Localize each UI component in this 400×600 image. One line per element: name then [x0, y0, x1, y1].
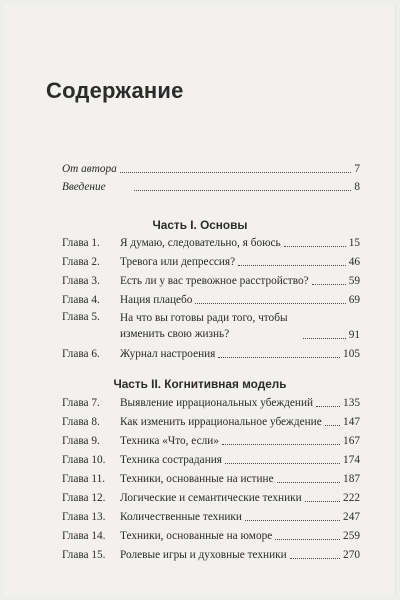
chapter-title: Есть ли у вас тревожное расстройство? — [120, 275, 309, 287]
dot-leader — [120, 172, 352, 173]
chapter-title: Журнал настроения — [120, 348, 216, 360]
chapter-page: 174 — [343, 454, 360, 466]
toc-entry-introduction — [62, 180, 360, 194]
chapter-number: Глава 11. — [62, 473, 106, 485]
toc-chapter — [62, 434, 360, 448]
chapter-page: 105 — [343, 348, 360, 360]
toc-entry-label: Введение — [62, 181, 106, 193]
chapter-number: Глава 10. — [62, 454, 106, 466]
chapter-number: Глава 15. — [62, 549, 106, 561]
toc-chapter — [62, 255, 360, 269]
dot-leader — [290, 558, 340, 559]
toc-chapter — [62, 274, 360, 288]
dot-leader — [195, 303, 345, 304]
chapter-number: Глава 4. — [62, 294, 100, 306]
dot-leader — [225, 463, 340, 464]
chapter-number: Глава 13. — [62, 511, 106, 523]
toc-entry-from-author — [62, 162, 360, 176]
chapter-title: Выявление иррациональных убеждений — [120, 397, 314, 409]
toc-entry-label: От автора — [62, 163, 117, 175]
chapter-number: Глава 9. — [62, 435, 100, 447]
chapter-page: 91 — [348, 329, 360, 341]
dot-leader — [305, 501, 340, 502]
toc-chapter — [62, 415, 360, 429]
toc-chapter — [62, 453, 360, 467]
chapter-page: 247 — [343, 511, 360, 523]
chapter-title: Как изменить иррациональное убеждение — [120, 416, 322, 428]
chapter-title: Я думаю, следовательно, я боюсь — [120, 237, 281, 249]
chapter-page: 147 — [343, 416, 360, 428]
chapter-page: 135 — [343, 397, 360, 409]
chapter-number: Глава 14. — [62, 530, 106, 542]
toc-chapter — [62, 491, 360, 505]
chapter-number: Глава 6. — [62, 348, 100, 360]
dot-leader — [218, 357, 340, 358]
chapter-title: Логические и семантические техники — [120, 492, 302, 504]
dot-leader — [312, 284, 346, 285]
chapter-number: Глава 8. — [62, 416, 100, 428]
page-title: Содержание — [46, 78, 184, 103]
chapter-number: Глава 5. — [62, 311, 100, 323]
chapter-number: Глава 3. — [62, 275, 100, 287]
toc-entry-page: 7 — [354, 163, 360, 175]
dot-leader — [284, 246, 346, 247]
chapter-page: 15 — [348, 237, 360, 249]
dot-leader — [316, 406, 340, 407]
chapter-title: Количественные техники — [120, 511, 242, 523]
dot-leader — [245, 520, 340, 521]
chapter-title: Тревога или депрессия? — [120, 256, 236, 268]
chapter-title: Техники, основанные на истине — [120, 473, 274, 485]
dot-leader — [134, 190, 352, 191]
chapter-title: Техника сострадания — [120, 454, 222, 466]
chapter-number: Глава 12. — [62, 492, 106, 504]
chapter-number: Глава 1. — [62, 237, 100, 249]
dot-leader — [303, 338, 346, 339]
dot-leader — [222, 444, 340, 445]
toc-chapter — [62, 396, 360, 410]
toc-chapter — [62, 347, 360, 361]
chapter-page: 46 — [348, 256, 360, 268]
chapter-page: 222 — [343, 492, 360, 504]
toc-chapter — [62, 236, 360, 250]
part-heading: Часть II. Когнитивная модель — [113, 377, 287, 391]
chapter-title: Техники, основанные на юморе — [120, 530, 273, 542]
toc-entry-page: 8 — [354, 181, 360, 193]
dot-leader — [277, 482, 340, 483]
chapter-page: 270 — [343, 549, 360, 561]
toc-chapter — [62, 529, 360, 543]
chapter-title: Техника «Что, если» — [120, 435, 219, 447]
toc-chapter — [62, 293, 360, 307]
chapter-title: Ролевые игры и духовные техники — [120, 549, 287, 561]
part-heading: Часть I. Основы — [152, 218, 248, 232]
book-page — [4, 4, 396, 596]
dot-leader — [275, 539, 340, 540]
toc-chapter — [62, 548, 360, 562]
chapter-page: 167 — [343, 435, 360, 447]
chapter-page: 69 — [348, 294, 360, 306]
toc-chapter — [62, 310, 360, 342]
chapter-page: 259 — [343, 530, 360, 542]
chapter-number: Глава 2. — [62, 256, 100, 268]
chapter-number: Глава 7. — [62, 397, 100, 409]
chapter-page: 59 — [348, 275, 360, 287]
chapter-page: 187 — [343, 473, 360, 485]
dot-leader — [325, 425, 340, 426]
chapter-title: На что вы готовы ради того, чтобы изменить свою жизнь? — [120, 312, 288, 340]
toc-chapter — [62, 510, 360, 524]
toc-chapter — [62, 472, 360, 486]
chapter-title: Нация плацебо — [120, 294, 193, 306]
dot-leader — [238, 265, 346, 266]
